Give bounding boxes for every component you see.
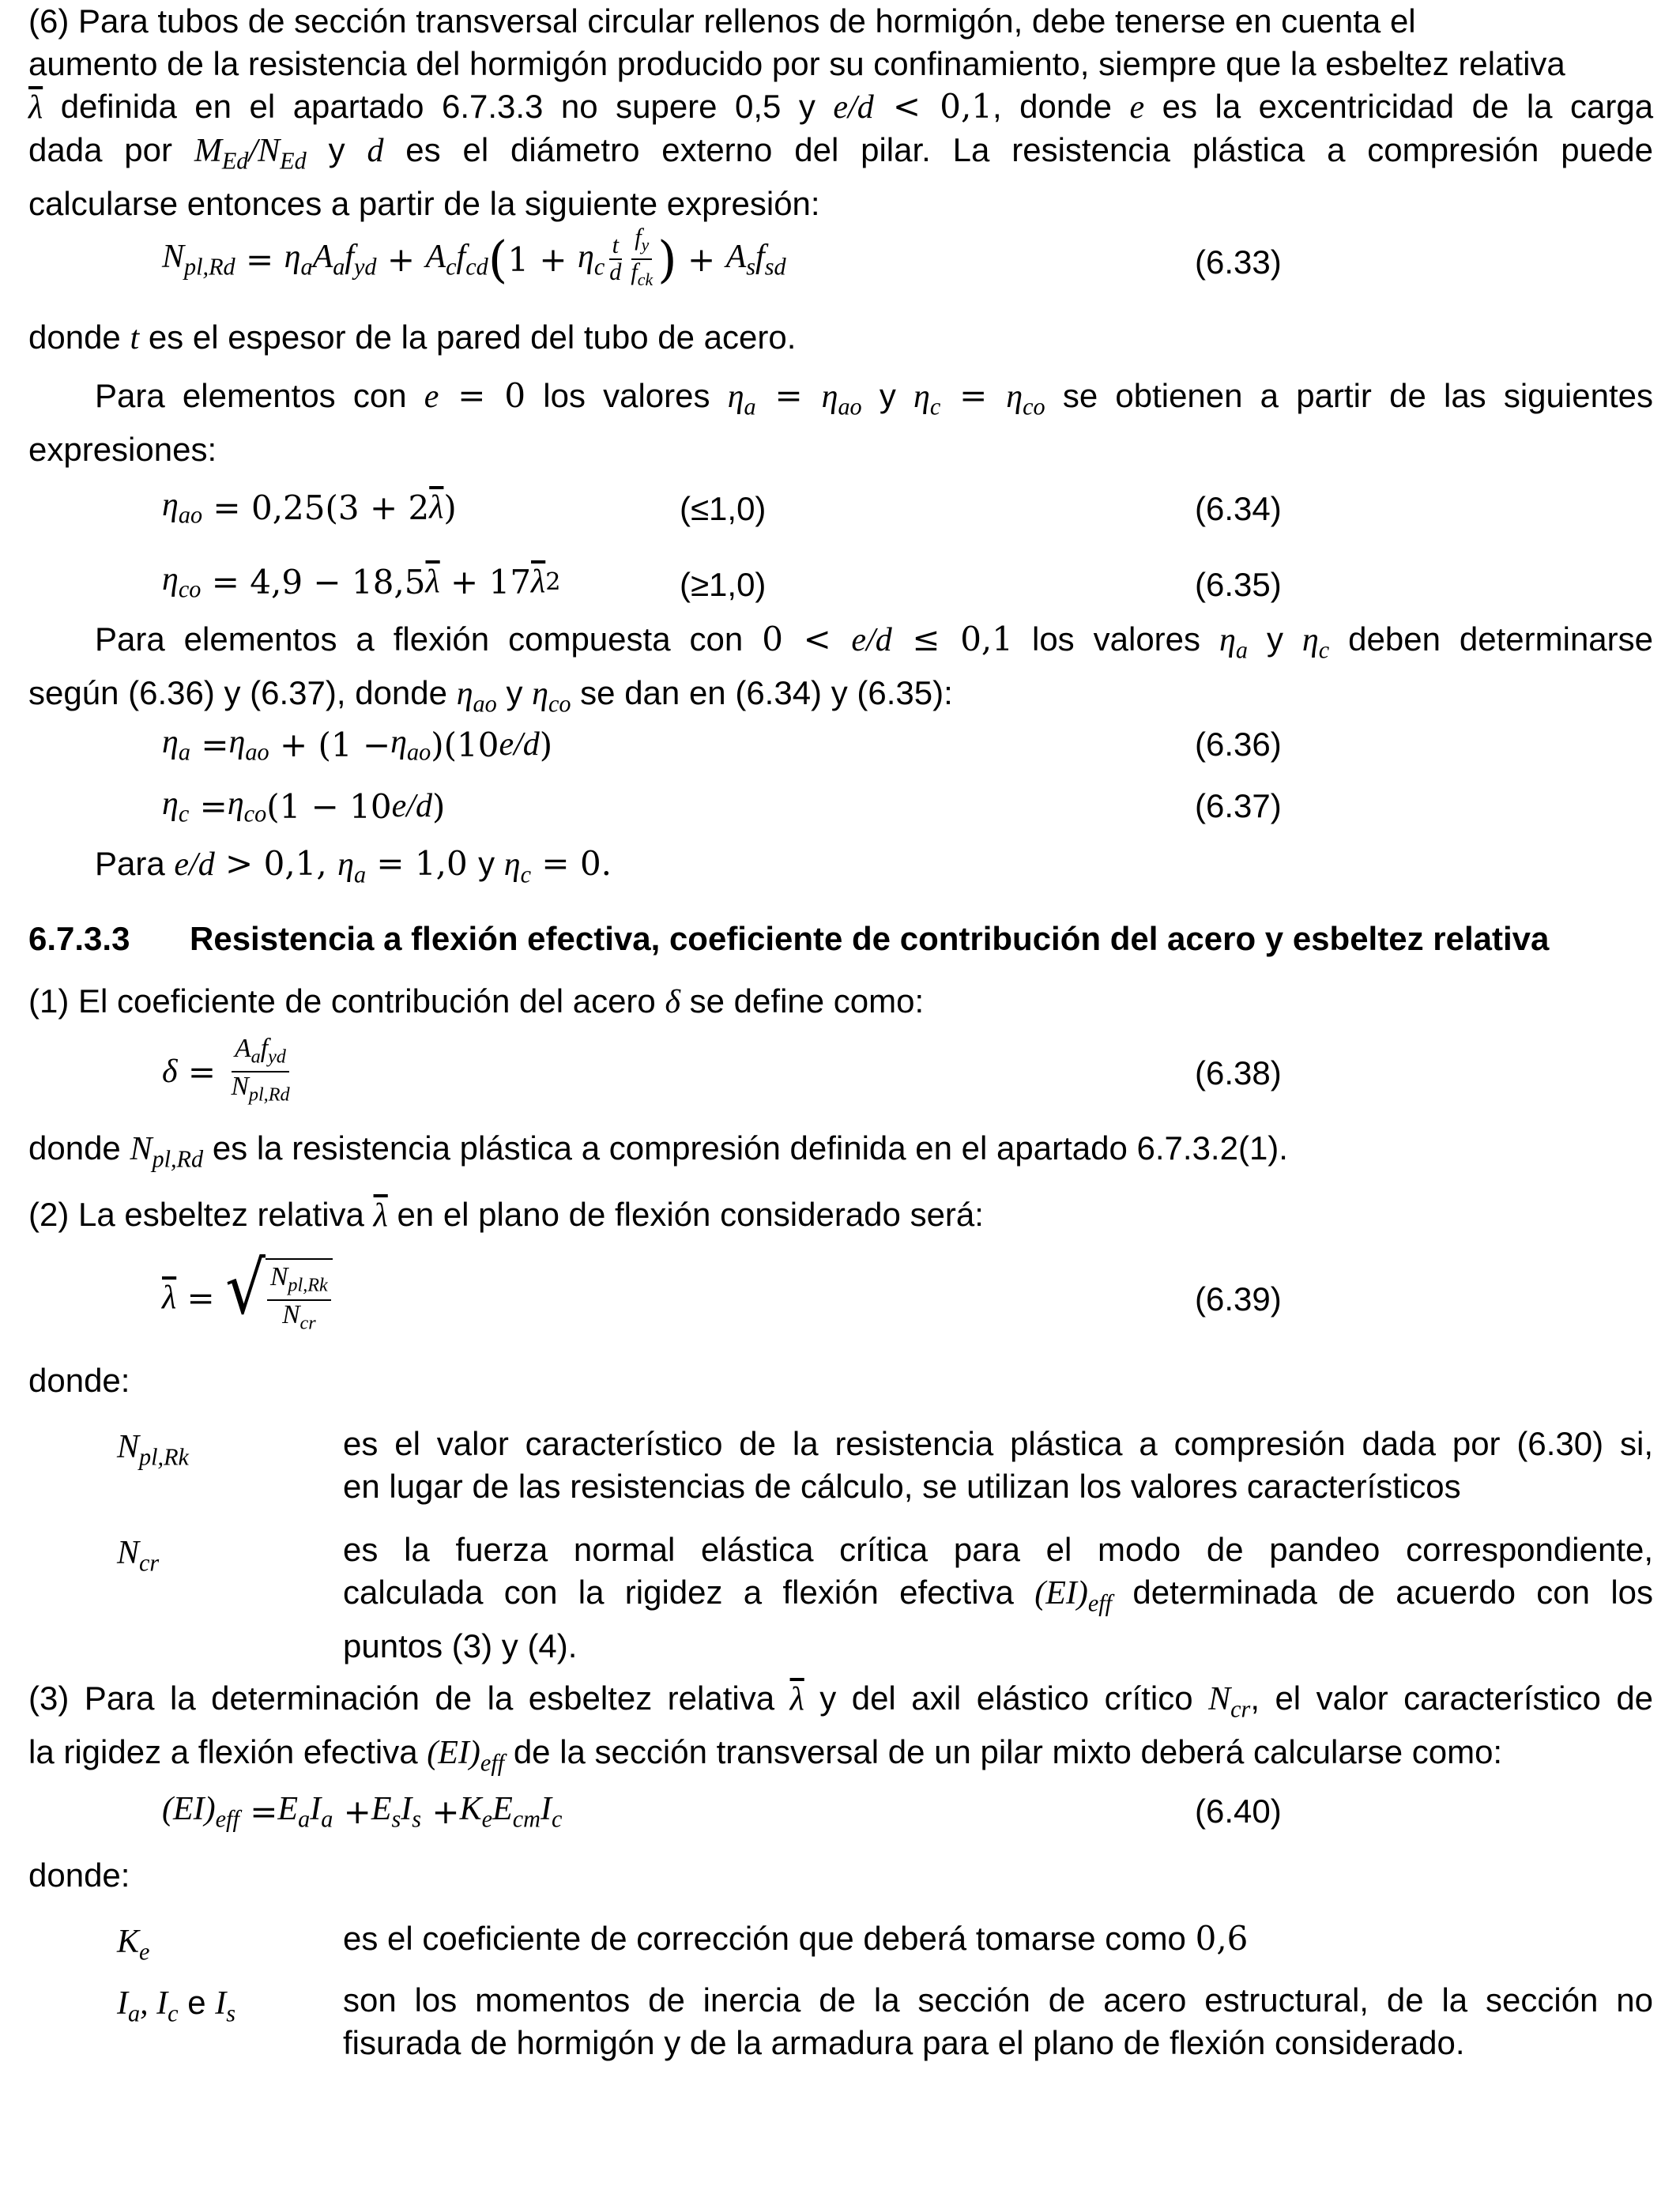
text-fragment: según (6.36) y (6.37), donde <box>28 673 448 711</box>
text-fragment: es el diámetro externo del pilar. La resistencia plástica a compresión puede <box>405 131 1654 168</box>
definition-line: es el valor característico de la resistencia plástica a compresión dada por (6.30) si, <box>343 1425 1653 1462</box>
equation-number-6-35: (6.35) <box>1195 566 1282 603</box>
text-fragment: determinada de acuerdo con los <box>1132 1574 1654 1611</box>
definition-line: son los momentos de inercia de la sección de acero estructural, de la sección no <box>343 1981 1653 2019</box>
text-fragment: calculada con la rigidez a flexión efectiva <box>343 1574 1014 1611</box>
text-fragment: es el coeficiente de corrección que deberá tomarse como <box>343 1920 1186 1957</box>
paragraph-6-line-3: $\overline{\lambda}$ definida en el apartado 6.7.3.3 no supere 0,5 y e/d < 0,1, donde e es la excentricidad de la carga <box>28 87 1654 126</box>
equation-6-37: $\eta_c$ = $\eta_{co}$ (1 − 10 e/d ) <box>162 785 446 827</box>
definition-line: en lugar de las resistencias de cálculo, se utilizan los valores característicos <box>343 1468 1461 1505</box>
text-fragment: se dan en (6.34) y (6.35): <box>580 673 953 711</box>
equation-number-6-37: (6.37) <box>1195 787 1282 824</box>
term-ke: $K_e$ <box>117 1924 150 1966</box>
text-fragment: y <box>478 845 495 882</box>
paragraph-e-zero-line-1: Para elementos con e = 0 los valores $\eta_a = \eta_{ao}$ y $\eta_c = \eta_{co}$ se obtienen a partir de las siguientes <box>95 376 1653 420</box>
text-fragment: Para <box>95 845 165 882</box>
paragraph-6 <box>28 0 1653 225</box>
equation-6-40: $(EI)_{eff}$ = $E_aI_a$ + $E_sI_s$ + $K_eE_{cm}I_c$ <box>162 1790 563 1833</box>
equation-6-39: $\overline{\lambda}$ = √ $\frac{N_{pl,Rk}}{N_{cr}}$ <box>162 1258 333 1337</box>
definition-line: es la fuerza normal elástica crítica para el modo de pandeo correspondiente, <box>343 1531 1653 1568</box>
text-fragment: y <box>506 673 523 711</box>
text-fragment: es el espesor de la pared del tubo de acero. <box>148 319 797 356</box>
math-e: e <box>1129 89 1145 126</box>
text-fragment: en el plano de flexión considerado será: <box>397 1196 984 1233</box>
text-fragment: (3) Para la determinación de la esbeltez relativa <box>28 1679 775 1717</box>
section-number: 6.7.3.3 <box>28 920 130 957</box>
text-fragment: (2) La esbeltez relativa <box>28 1196 364 1233</box>
text-fragment: , donde <box>993 88 1112 125</box>
definition-ncr <box>343 1529 1653 1668</box>
equation-6-33: $N_{pl,Rd}$ = $\eta_aA_af_{yd}$ + $A_cf_{cd}$ ( 1 + $\eta_c$ $\frac{t}{d}$ $\frac{f_y}{f_{ck}}$ ) + $A_sf_{sd}$ <box>162 224 786 289</box>
section-title: Resistencia a flexión efectiva, coeficiente de contribución del acero y esbeltez relativa <box>190 920 1550 957</box>
math-t: t <box>130 320 140 356</box>
equation-number-6-39: (6.39) <box>1195 1280 1282 1318</box>
text-fragment: de la sección transversal de un pilar mixto deberá calcularse como: <box>513 1732 1503 1770</box>
text-fragment: donde <box>28 319 121 356</box>
definition-npl-rk <box>343 1423 1653 1508</box>
text-fragment: e <box>187 1984 206 2021</box>
definition-line: puntos (3) y (4). <box>343 1627 578 1664</box>
equation-number-6-33: (6.33) <box>1195 243 1282 281</box>
term-ncr: $N_{cr}$ <box>117 1535 160 1577</box>
definition-line: fisurada de hormigón y de la armadura para el plano de flexión considerado. <box>343 2024 1465 2061</box>
equation-6-35: $\eta_{co}$ = 4,9 − 18,5 $\overline{\lambda}$ + 17 $\overline{\lambda}$ 2 <box>162 560 561 603</box>
paragraph-3-line-1: (3) Para la determinación de la esbeltez relativa $\overline{\lambda}$ y del axil elástico crítico $N_{cr}$, el valor característico de <box>28 1679 1654 1723</box>
text-fragment: es la excentricidad de la carga <box>1162 88 1654 125</box>
definition-ke <box>343 1917 1653 1960</box>
text-fragment: se obtienen a partir de las siguientes <box>1062 377 1653 414</box>
paragraph-npl-definition: donde $N_{pl,Rd}$ es la resistencia plástica a compresión definida en el apartado 6.7.3.2(1). <box>28 1129 1288 1173</box>
paragraph-1: (1) El coeficiente de contribución del acero δ se define como: <box>28 982 925 1020</box>
condition-6-34: (≤1,0) <box>680 490 767 527</box>
paragraph-3 <box>28 1677 1653 1784</box>
paragraph-6-line-4 <box>28 129 1653 183</box>
text-fragment: definida en el apartado 6.7.3.3 no supere 0,5 y <box>60 88 816 125</box>
equation-number-6-34: (6.34) <box>1195 490 1282 527</box>
text-fragment: Para elementos con <box>95 377 407 414</box>
math-d: d <box>367 133 384 169</box>
paragraph-thickness <box>28 316 1653 360</box>
equation-number-6-40: (6.40) <box>1195 1793 1282 1830</box>
paragraph-3-line-2: la rigidez a flexión efectiva $(EI)_{eff}$ de la sección transversal de un pilar mixto deberá calcularse como: <box>28 1732 1503 1777</box>
equation-6-38: δ = $\frac{A_af_{yd}}{N_{pl,Rd}}$ <box>162 1033 290 1106</box>
lambda-bar-symbol: $\overline{\lambda}$ <box>28 89 43 126</box>
text-fragment: es la resistencia plástica a compresión definida en el apartado 6.7.3.2(1). <box>212 1129 1288 1167</box>
text-fragment: y <box>879 377 896 414</box>
text-fragment: y <box>328 131 345 168</box>
text-fragment: deben determinarse <box>1348 620 1654 658</box>
math-e-over-d: e/d <box>833 89 874 126</box>
paragraph-e-zero-line-2: expresiones: <box>28 430 217 468</box>
text-fragment: Para elementos a flexión compuesta con <box>95 620 744 658</box>
text-fragment: y <box>1266 620 1283 658</box>
equation-number-6-38: (6.38) <box>1195 1054 1282 1091</box>
ke-value: 0,6 <box>1195 1919 1249 1958</box>
paragraph-2: (2) La esbeltez relativa $\overline{\lambda}$ en el plano de flexión considerado será: <box>28 1196 984 1234</box>
text-fragment: la rigidez a flexión efectiva <box>28 1732 418 1770</box>
paragraph-6-line-5: calcularse entonces a partir de la siguiente expresión: <box>28 184 820 222</box>
paragraph-flexion-compuesta <box>28 618 1653 725</box>
paragraph-6-line-2: aumento de la resistencia del hormigón producido por su confinamiento, siempre que la esbeltez relativa <box>28 45 1565 82</box>
paragraph-flexion-line-1: Para elementos a flexión compuesta con 0 < e/d ≤ 0,1 los valores $\eta_a$ y $\eta_c$ deben determinarse <box>95 620 1654 664</box>
condition-6-35: (≥1,0) <box>680 566 767 603</box>
text-fragment: dada por <box>28 131 172 168</box>
text-fragment: y del axil elástico crítico <box>819 1679 1193 1717</box>
term-inertias: $I_a$, $I_c$ e $I_s$ <box>117 1984 236 2027</box>
text-fragment: los valores <box>1031 620 1201 658</box>
term-npl-rk: $N_{pl,Rk}$ <box>117 1429 189 1471</box>
donde-label-2: donde: <box>28 1857 130 1894</box>
text-fragment: , el valor característico de <box>1250 1679 1654 1717</box>
text-fragment: los valores <box>543 377 710 414</box>
paragraph-flexion-line-2: según (6.36) y (6.37), donde $\eta_{ao}$ y $\eta_{co}$ se dan en (6.34) y (6.35): <box>28 673 953 718</box>
text-fragment: se define como: <box>689 982 925 1020</box>
definition-line: calculada con la rigidez a flexión efectiva $(EI)_{eff}$ determinada de acuerdo con los <box>343 1574 1654 1617</box>
text-fragment: (1) El coeficiente de contribución del acero <box>28 982 656 1020</box>
definition-inertias <box>343 1979 1653 2064</box>
paragraph-e-zero <box>28 375 1653 471</box>
math-med-ned: $M_{Ed}/N_{Ed}$ <box>194 133 307 175</box>
paragraph-ed-greater: Para e/d > 0,1, $\eta_a = 1,0$ y $\eta_c = 0$. <box>95 844 612 888</box>
text-fragment: donde <box>28 1129 121 1167</box>
paragraph-6-line-1: (6) Para tubos de sección transversal circular rellenos de hormigón, debe tenerse en cuenta el <box>28 2 1416 40</box>
equation-6-36: $\eta_a$ = $\eta_{ao}$ + (1 − $\eta_{ao}$ )(10 e/d ) <box>162 723 553 766</box>
equation-6-34: $\eta_{ao}$ = 0,25(3 + 2 $\overline{\lambda}$ ) <box>162 486 457 529</box>
equation-number-6-36: (6.36) <box>1195 726 1282 763</box>
donde-label-1: donde: <box>28 1362 130 1399</box>
